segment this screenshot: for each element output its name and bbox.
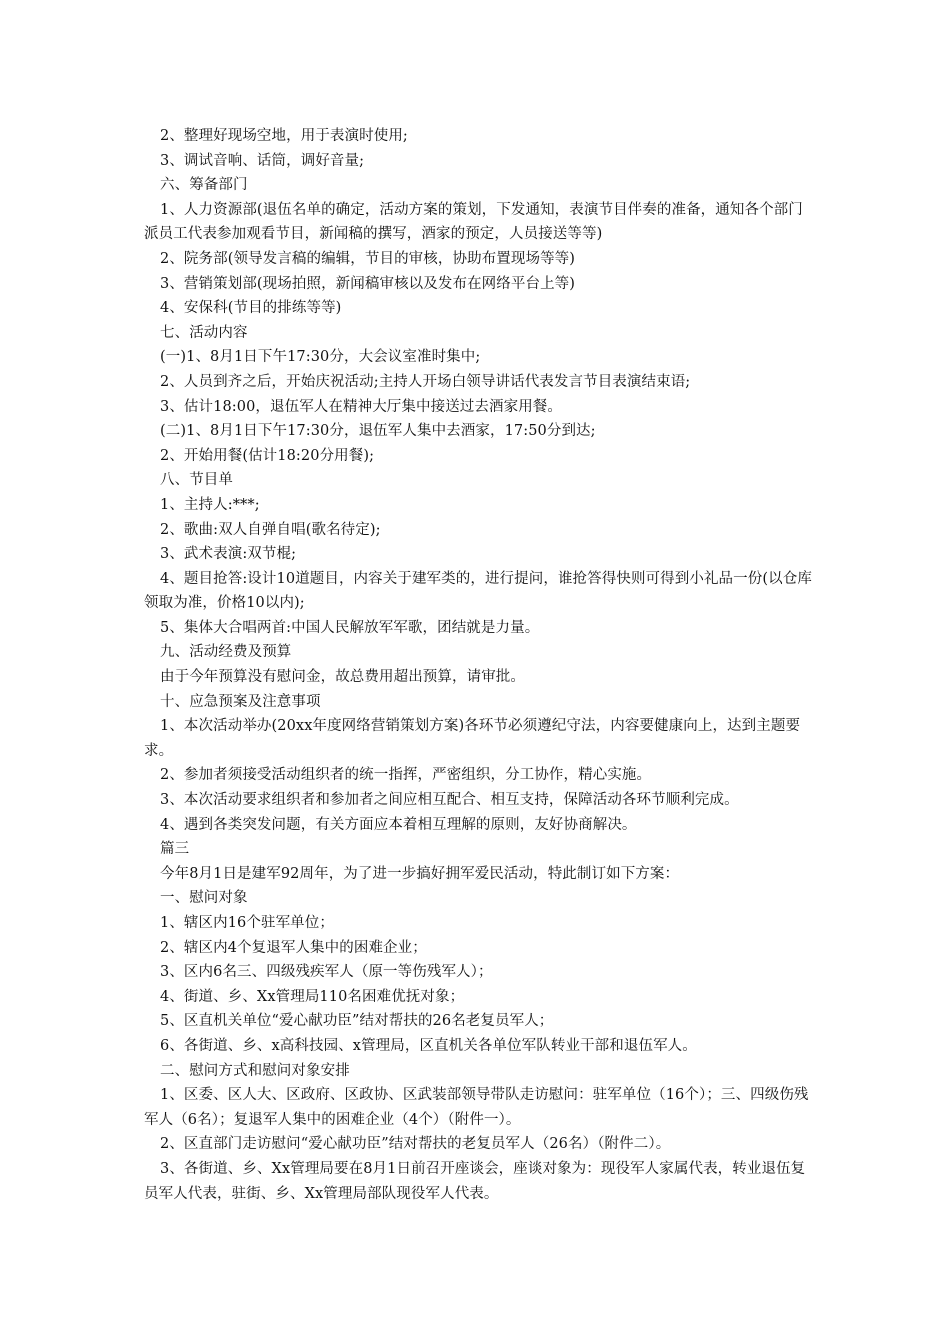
- paragraph: 3、调试音响、话筒，调好音量;: [160, 152, 365, 169]
- paragraph: 3、各街道、乡、Xx管理局要在8月1日前召开座谈会，座谈对象为：现役军人家属代表，转业退伍复员军人代表，驻街、乡、Xx管理局部队现役军人代表。: [144, 1160, 806, 1202]
- section-heading: 十、应急预案及注意事项: [160, 693, 321, 710]
- paragraph: 今年8月1日是建军92周年，为了进一步搞好拥军爱民活动，特此制订如下方案：: [160, 865, 680, 882]
- paragraph: 1、辖区内16个驻军单位；: [160, 915, 334, 931]
- paragraph: 6、各街道、乡、x高科技园、x管理局，区直机关各单位军队转业干部和退伍军人。: [160, 1037, 697, 1054]
- paragraph: 3、营销策划部(现场拍照，新闻稿审核以及发布在网络平台上等): [160, 275, 576, 292]
- paragraph: (一)1、8月1日下午17:30分，大会议室准时集中;: [160, 349, 481, 366]
- section-heading: 六、筹备部门: [160, 177, 248, 194]
- section-heading: 九、活动经费及预算: [160, 644, 292, 661]
- section-heading: 八、节目单: [160, 472, 233, 489]
- paragraph: 3、武术表演:双节棍;: [160, 546, 297, 563]
- paragraph: 2、院务部(领导发言稿的编辑，节目的审核，协助布置现场等等): [160, 250, 576, 267]
- section-heading: 一、慰问对象: [160, 890, 248, 907]
- paragraph: 1、区委、区人大、区政府、区政协、区武装部领导带队走访慰问：驻军单位（16个）；三、四级伤残军人（6名）；复退军人集中的困难企业（4个）（附件一）。: [144, 1087, 809, 1128]
- paragraph: 2、歌曲:双人自弹自唱(歌名待定);: [160, 521, 381, 538]
- paragraph: 3、区内6名三、四级残疾军人（原一等伤残军人）；: [160, 964, 493, 981]
- paragraph: 2、开始用餐(估计18:20分用餐);: [160, 447, 375, 464]
- paragraph: 3、估计18:00，退伍军人在精神大厅集中接送过去酒家用餐。: [160, 398, 563, 415]
- paragraph: 2、参加者须接受活动组织者的统一指挥，严密组织，分工协作，精心实施。: [160, 767, 652, 784]
- paragraph: 2、人员到齐之后，开始庆祝活动;主持人开场白领导讲话代表发言节目表演结束语;: [160, 373, 691, 390]
- paragraph: 4、街道、乡、Xx管理局110名困难优抚对象；: [160, 988, 465, 1005]
- paragraph: 4、题目抢答:设计10道题目，内容关于建军类的，进行提问，谁抢答得快则可得到小礼品一份(以仓库领取为准，价格10以内);: [144, 570, 812, 612]
- paragraph: 3、本次活动要求组织者和参加者之间应相互配合、相互支持，保障活动各环节顺利完成。: [160, 792, 739, 809]
- paragraph: 2、整理好现场空地，用于表演时使用;: [160, 128, 408, 144]
- paragraph: 1、本次活动举办(20xx年度网络营销策划方案)各环节必须遵纪守法，内容要健康向上，达到主题要求。: [144, 718, 801, 759]
- paragraph: 2、区直部门走访慰问“爱心献功臣”结对帮扶的老复员军人（26名）（附件二）。: [160, 1136, 671, 1153]
- section-heading: 二、慰问方式和慰问对象安排: [160, 1062, 350, 1079]
- document-body: [144, 124, 814, 1206]
- section-heading: 七、活动内容: [160, 324, 248, 341]
- paragraph: (二)1、8月1日下午17:30分，退伍军人集中去酒家，17:50分到达;: [160, 423, 596, 440]
- paragraph: 5、区直机关单位“爱心献功臣”结对帮扶的26名老复员军人；: [160, 1013, 554, 1030]
- paragraph: 4、安保科(节目的排练等等): [160, 300, 342, 317]
- paragraph: 5、集体大合唱两首:中国人民解放军军歌，团结就是力量。: [160, 619, 540, 636]
- paragraph: 4、遇到各类突发问题，有关方面应本着相互理解的原则，友好协商解决。: [160, 816, 637, 833]
- paragraph: 1、主持人:***;: [160, 496, 260, 513]
- paragraph: 由于今年预算没有慰问金，故总费用超出预算，请审批。: [160, 669, 525, 686]
- part-heading: 篇三: [160, 841, 190, 858]
- paragraph: 2、辖区内4个复退军人集中的困难企业；: [160, 939, 427, 956]
- paragraph: 1、人力资源部(退伍名单的确定，活动方案的策划，下发通知，表演节目伴奏的准备，通知各个部门派员工代表参加观看节目，新闻稿的撰写，酒家的预定，人员接送等等): [144, 201, 803, 243]
